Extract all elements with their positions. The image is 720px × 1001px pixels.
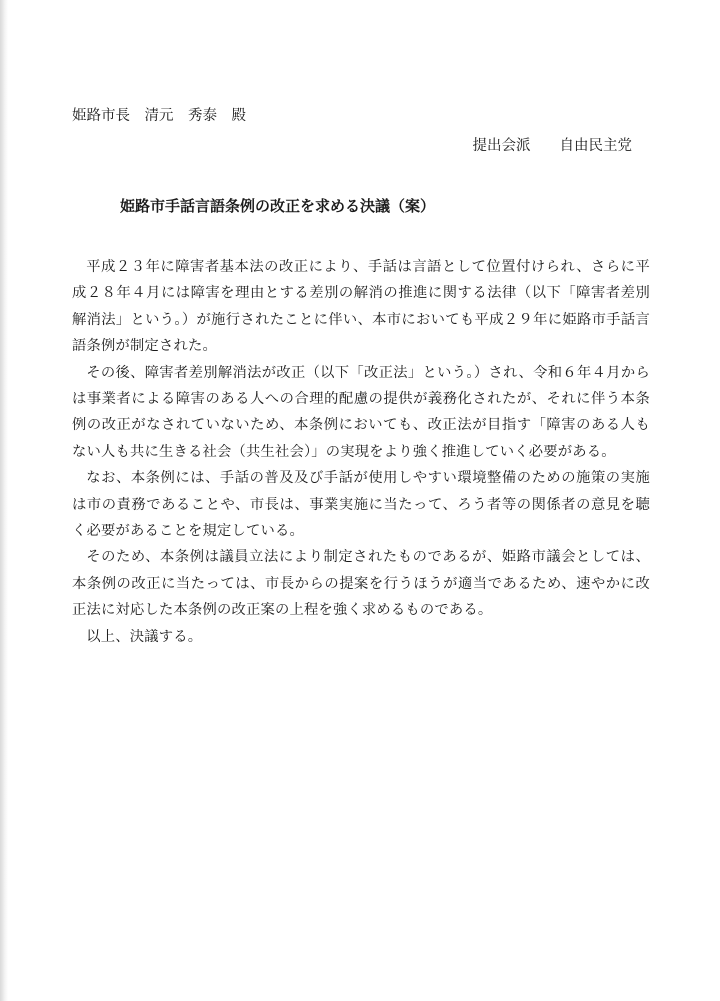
paragraph-amendment: その後、障害者差別解消法が改正（以下「改正法」という。）され、令和６年４月からは事業者による障害のある人への合理的配慮の提供が義務化されたが、それに伴う本条例の改正がなされていないため、本条例においても、改正法が目指す「障害のある人もない人も共に生きる社会（共生社会）」の実現をより強く推進していく必要がある。 xyxy=(72,364,650,460)
addressee: 姫路市長 清元 秀泰 殿 xyxy=(72,108,246,124)
submitting-faction: 提出会派 自由民主党 xyxy=(472,138,632,154)
resolution-body xyxy=(72,254,650,650)
resolution-title: 姫路市手話言語条例の改正を求める決議（案） xyxy=(120,197,436,215)
paragraph-request: そのため、本条例は議員立法により制定されたものであるが、姫路市議会としては、本条例の改正に当たっては、市長からの提案を行うほうが適当であるため、速やかに改正法に対応した本条例の改正案の上程を強く求めるものである。 xyxy=(72,549,650,619)
paragraph-closing: 以上、決議する。 xyxy=(86,628,203,645)
paragraph-background: 平成２３年に障害者基本法の改正により、手話は言語として位置付けられ、さらに平成２８年４月には障害を理由とする差別の解消の推進に関する法律（以下「障害者差別解消法」という。）が施行されたことに伴い、本市においても平成２９年に姫路市手話言語条例が制定された。 xyxy=(72,259,650,355)
page-edge-shadow xyxy=(0,0,8,1001)
paragraph-provisions: なお、本条例には、手話の普及及び手話が使用しやすい環境整備のための施策の実施は市の責務であることや、市長は、事業実施に当たって、ろう者等の関係者の意見を聴く必要があることを規定している。 xyxy=(72,470,650,540)
